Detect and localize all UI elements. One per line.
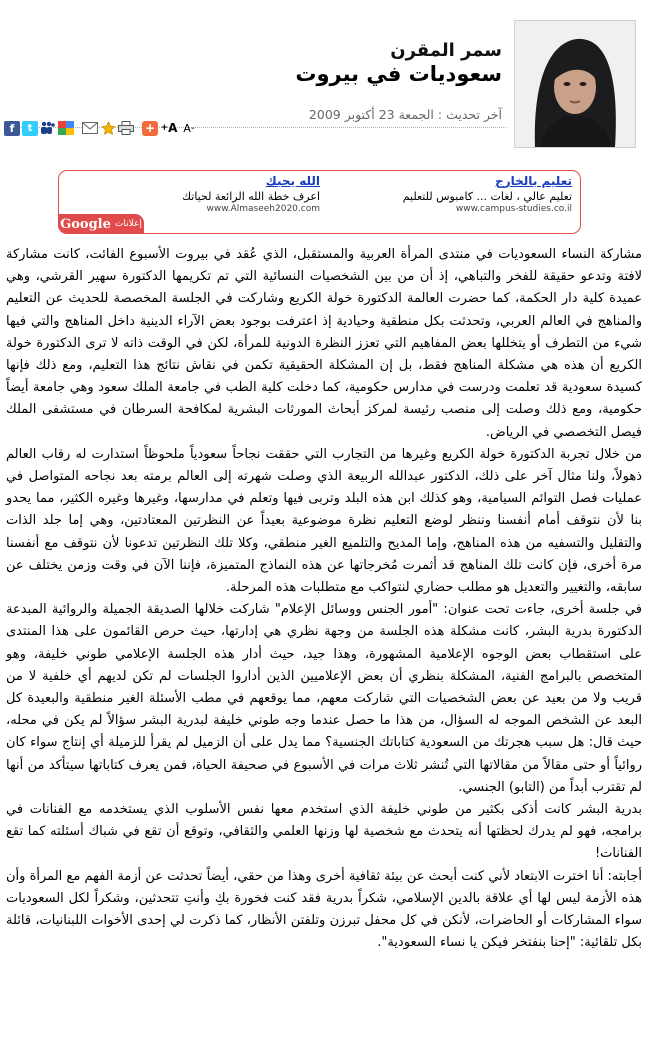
article-body: [6, 244, 642, 955]
ad-title[interactable]: الله يحبك: [265, 174, 320, 188]
ad-url[interactable]: www.Almaseeh2020.com: [206, 204, 320, 214]
facebook-icon[interactable]: f: [4, 121, 20, 136]
font-increase-label: A: [168, 121, 178, 135]
ads-by-google-badge[interactable]: [58, 214, 144, 234]
article-paragraph: أجابته: أنا اخترت الابتعاد لأني كنت أبحث عن بيئة ثقافية أخرى وهذا من حقي، أيضاً تحدثت عن أزمة الفهم مع المرأة وأن هذه الأزمة ليس لها أي علاقة بالدين الإسلامي، شكراً بدرية فقد كنت فخورة بكِ وأنتِ تتحدثين، وشكراً لكل السعوديات سواء المشاركات أو الحاضرات، لأنكن في كل محفل تبرزن وتلفتن الأنظار، كما ذكرت لي إحدى الأخوات اللبنانيات، قائلة بكل تلقائية: "إحنا بنفتخر فيكن يا نساء السعودية".: [6, 868, 642, 951]
ad-title[interactable]: تعليم بالخارج: [495, 174, 572, 188]
print-icon[interactable]: [118, 121, 134, 136]
favorite-star-icon[interactable]: [100, 121, 116, 136]
author-name: سمر المقرن: [390, 40, 502, 61]
google-brand: Google: [60, 216, 111, 232]
font-decrease-icon[interactable]: A -: [183, 121, 195, 135]
add-icon[interactable]: +: [142, 121, 158, 136]
article-paragraph: بدرية البشر كانت أذكى بكثير من طوني خليفة الذي استخدم معها نفس الأسلوب الذي يستخدمه مع الفنانات في برامجه، فهو لم يدرك لحظتها أنه يتحدث مع شخصية لها وزنها العلمي والثقافي، وتوقع أن تقع في شباك أسئلته كما تقع الفنانات!: [6, 802, 642, 862]
ad-item[interactable]: [403, 174, 572, 214]
article-title: سعوديات في بيروت: [295, 62, 502, 86]
ad-description: تعليم عالي ، لغات ... كامبوس للتعليم: [402, 190, 572, 203]
article-paragraph: في جلسة أخرى، جاءت تحت عنوان: "أمور الجنس ووسائل الإعلام" شاركت خلالها الصديقة الجميلة والروائية المبدعة الدكتورة بدرية البشر، كانت مشكلة هذه الجلسة من وجهة نظري هي إدارتها، حيث حرص القائمون على هذا المنتدى على استقطاب بعض الوجوه الإعلامية المشهورة، وهذا جيد، حيث أدار هذه الجلسة الإعلامي طوني خليفة، وهو المتخصص بالبرامج الفنية، المشكلة بنظري أن بعض الإعلاميين الذين أداروا الجلسات لم تكن لديهم أي خلفية لا من قريب ولا من بعيد عن بعض الشخصيات التي شاركت معهم، مما يوقعهم في مطب الأسئلة الغير منطقية والبعيدة كل البعد عن الشخص الموجه له السؤال، من هذا ما حصل عندما وجه طوني خليفة لبدرية البشر سؤالاً لم يكن في محله، حيث قال: هل سبب هجرتك من السعودية كتاباتك الجنسية؟ مما يدل على أن الزميل لم يقرأ للزميلة أي إنتاج سواء كان روائياً أو حتى مقالاً من مقالاتها التي تُنشر ثلاث مرات في الأسبوع في صحيفة الحياة، فمن يعرف كتاباتها سيتأكد من أنها لم تقترب أبداً من (التابو) الجنسي.: [6, 602, 642, 795]
article-paragraph: من خلال تجربة الدكتورة خولة الكريع وغيرها من التجارب التي حققت نجاحاً سعودياً ملحوظاً استدارت له رقاب العالم ذهولاً، ولنا مثال آخر على ذلك، الدكتور عبدالله الربيعة الذي وصلت شهرته إلى العالم برمته بعد نجاحه المتواصل في عمليات فصل التوائم السيامية، وهو كذلك ابن هذه البلد وتربى فيها وتعلم في مدارسها، وغيرها وغيره الكثير، مما يحدو بنا لأن نتوقف أمام أنفسنا وننظر لوضع التعليم نظرة موضوعية بعيداً عن النظرتين المعتادتين، وهي إما جلد الذات والتقليل والتسفيه من هذه المناهج، وإما المديح والتلميع الغير منطقي، وكلا تلك النظرتين تدعونا لأن نتوقف مع أنفسنا مرة أخرى، فإن كانت تلك المناهج قد أثمرت مُخرجاتها عن هذه النماذج المتميزة، فإننا الآن في وقت وزمن يختلف عن سابقه، والتغيير والتعديل هو مطلب حضاري لنتواكب مع متطلبات هذه المرحلة.: [6, 446, 642, 596]
ad-item[interactable]: [182, 174, 320, 214]
google-icon[interactable]: [58, 121, 74, 136]
article-header: [0, 0, 650, 160]
share-toolbar: [4, 120, 200, 136]
ad-url[interactable]: www.campus-studies.co.il: [455, 204, 572, 214]
twitter-icon[interactable]: t: [22, 121, 38, 136]
email-icon[interactable]: [82, 121, 98, 136]
google-ads-box: [58, 170, 581, 234]
ads-label: إعلانات: [114, 219, 142, 229]
author-photo: [514, 20, 636, 148]
ad-description: اعرف خطة الله الرائعة لحياتك: [182, 190, 320, 203]
myspace-icon[interactable]: [40, 121, 56, 136]
font-increase-icon[interactable]: + A: [160, 121, 178, 135]
article-paragraph: مشاركة النساء السعوديات في منتدى المرأة العربية والمستقبل، الذي عُقد في بيروت الأسبوع الفائت، كانت مشاركة لافتة وتدعو حقيقة للفخر والتباهي، إذ أن من بين الشخصيات النسائية التي تم تكريمها الدكتورة سهير القرشي، وهي عميدة كلية دار الحكمة، كما حضرت العالمة الدكتورة خولة الكريع وشاركت في الجلسة المخصصة للحديث عن التعليم والمناهج في العالم العربي، وتحدثت بكل منطقية وحيادية إذ اعترفت بوجود بعض الآراء الدينية داخل المناهج والتي فيها شيء من التطرف أو يتخللها بعض المفاهيم التي تعزز النظرة الدونية للمرأة، لكن في الوقت ذاته لا ترى الدكتورة خولة الكريع أن هذه هي مشكلة المناهج فقط، بل إن المشكلة الحقيقية تكمن في نقاش نتائج هذا التعليم، ومع ذلك فإنها كسيدة سعودية قد تعلمت ودرست في مدارس حكومية، كما دخلت كلية الطب في جامعة الملك سعود وهي جامعة أيضاً حكومية، ومع ذلك وصلت إلى منصب رئيسة لمركز أبحاث المورثات البشرية لمكافحة السرطان في مستشفى الملك فيصل التخصصي في الرياض.: [6, 247, 642, 440]
last-updated: آخر تحديث : الجمعة 23 أكتوبر 2009: [308, 107, 502, 122]
font-decrease-label: A: [183, 121, 191, 135]
